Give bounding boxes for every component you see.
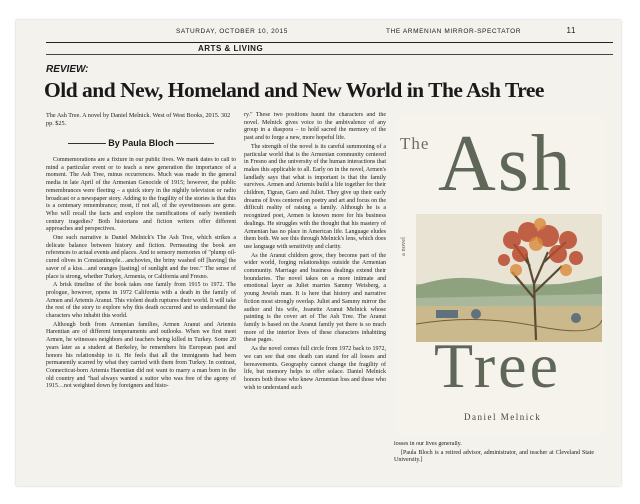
byline-text: By Paula Bloch: [108, 138, 174, 148]
page-number: 11: [566, 26, 576, 35]
article-column-3: [394, 441, 594, 481]
book-info: The Ash Tree. A novel by Daniel Melnick. West of West Books, 2015. 302 pp. $25.: [46, 112, 231, 127]
cover-title-ash: Ash: [438, 120, 573, 208]
cover-title-tree: Tree: [434, 330, 561, 401]
article-column-1: [46, 157, 236, 475]
byline-rule-left: [68, 143, 106, 144]
paragraph: One such narrative is Daniel Melnick's The Ash Tree, which strikes a delicate balance between history and fiction. Permeating the book are references to actual events and places. And to sensory memories of "plump oil-cured olives in Constantinople…anchovies, the briny washed off [having] the savor of a kiss…and oranges [tasting] of sunlight and the tree." The sense of place is strong, whether Turkey, Armenia, or California and Fresno.: [46, 235, 236, 280]
headline: Old and New, Homeland and New World in The Ash Tree: [44, 78, 544, 102]
masthead: [86, 26, 586, 38]
newspaper-page: [16, 20, 621, 486]
paragraph: losses in our lives generally.: [394, 441, 462, 447]
cover-painting: [416, 214, 602, 342]
byline-rule-right: [176, 143, 214, 144]
author-note: [Paula Bloch is a retired advisor, administrator, and teacher at Cleveland State University.]: [394, 449, 594, 464]
section-label: ARTS & LIVING: [198, 44, 264, 53]
issue-date: SATURDAY, OCTOBER 10, 2015: [176, 28, 288, 35]
top-rule: [46, 42, 613, 43]
book-cover-image: [394, 116, 606, 436]
paragraph: ry." These two positions haunt the characters and the novel. Melnick gives voice to the ambivalence of any group in a diaspora – to hold sacred the memory of the past and to forge a new, more hopeful life.: [244, 112, 386, 142]
paragraph: As the Aranut children grow, they become part of the wider world, forging relationships outside the Armenian community. Marriage and business dealings extend their boundaries. The novel takes on a more intimate and emotional layer as Juliet marries Sammy Weisberg, a young Jewish man. It is here that history and narrative fiction most strongly overlap. Juliet and Sammy mirror the author and his wife, Jeanette Aranut Melnick whose painting is the cover art of The Ash Tree. The Aranut family is based on the Aranut family yet there is so much more of the interior lives of these characters inhabiting these pages.: [244, 252, 386, 344]
newspaper-name: THE ARMENIAN MIRROR-SPECTATOR: [386, 28, 522, 35]
cover-a-novel: a novel: [400, 237, 407, 256]
byline: [46, 138, 236, 148]
cover-author: Daniel Melnick: [464, 412, 542, 422]
paragraph: The strength of the novel is its careful summoning of a particular world that is the Armenian community centered in Fresno and the university of the human interactions that makes this applicable to all. Early on in the novel, Armen's landlady says that what is important is that the family survives. Armen and Artemis build a life together for their children, Tigran, Garo and Juliet. They give up their early dreams of lives centered on poetry and art and focus on the difficult reality of raising a family. Although he is a recognized poet, Armen is known more for his business dealings. He struggles with the thought that his mastery of Armenian has no place in American life. Language eludes them both. We see this through Melnick's lens, which does use language with sensitivity and clarity.: [244, 143, 386, 250]
paragraph: A brisk timeline of the book takes one family from 1915 to 1972. The prologue, however, opens in 1972 California with a death in the family of Armen and Artemis Aranut. This violent death ruptures their world. It will take the rest of the story to explore why this death occurred and to understand the characters who inhabit this world.: [46, 282, 236, 320]
paragraph: As the novel comes full circle from 1972 back to 1972, we can see that one death can stand for all losses and bereavements. Geography cannot change the fragility of life, but memory helps to offer solace. Daniel Melnick honors both those who knew Armenian loss and those who wish to understand such: [244, 346, 386, 391]
section-rule: [46, 54, 613, 55]
paragraph: Commemorations are a fixture in our public lives. We mark dates to call to mind a particular event or to teach a new generation the importance of a moment. The Ash Tree, minus occurrences. Much was made in the general media in late April of the Armenian Genocide of 1915; however, the public remembrances were fleeting – a quick story in the nightly television or radio broadcast or a newspaper story. Adding to the fragility of the stories is that this is a centenary remembrance; most, if not all, of the eyewitnesses are gone. Who will recall the facts and explore the ramifications of early twentieth century tragedies? Both historians and fiction writers offer different approaches and perspectives.: [46, 157, 236, 233]
paragraph: Although both from Armenian families, Armen Aranut and Artemis Harentian are of different temperaments and outlooks. When we first meet Armen, he witnesses neighbors and teachers being killed in Turkey. Some 20 years later as a student at Berkeley, he remembers his European past and honors his relationship to it. He feels that all the immigrants had been permanently scarred by what they carried with them from Turkey. In contrast, Connecticut-born Artemis Harentian did not want to marry a man born in the old country and "had always wanted a suitor who was free of the agony of 1915…not weighted down by foreigners and histo-: [46, 321, 236, 390]
cover-the: The: [400, 134, 430, 153]
review-kicker: REVIEW:: [46, 64, 89, 75]
article-column-2: [244, 112, 386, 482]
